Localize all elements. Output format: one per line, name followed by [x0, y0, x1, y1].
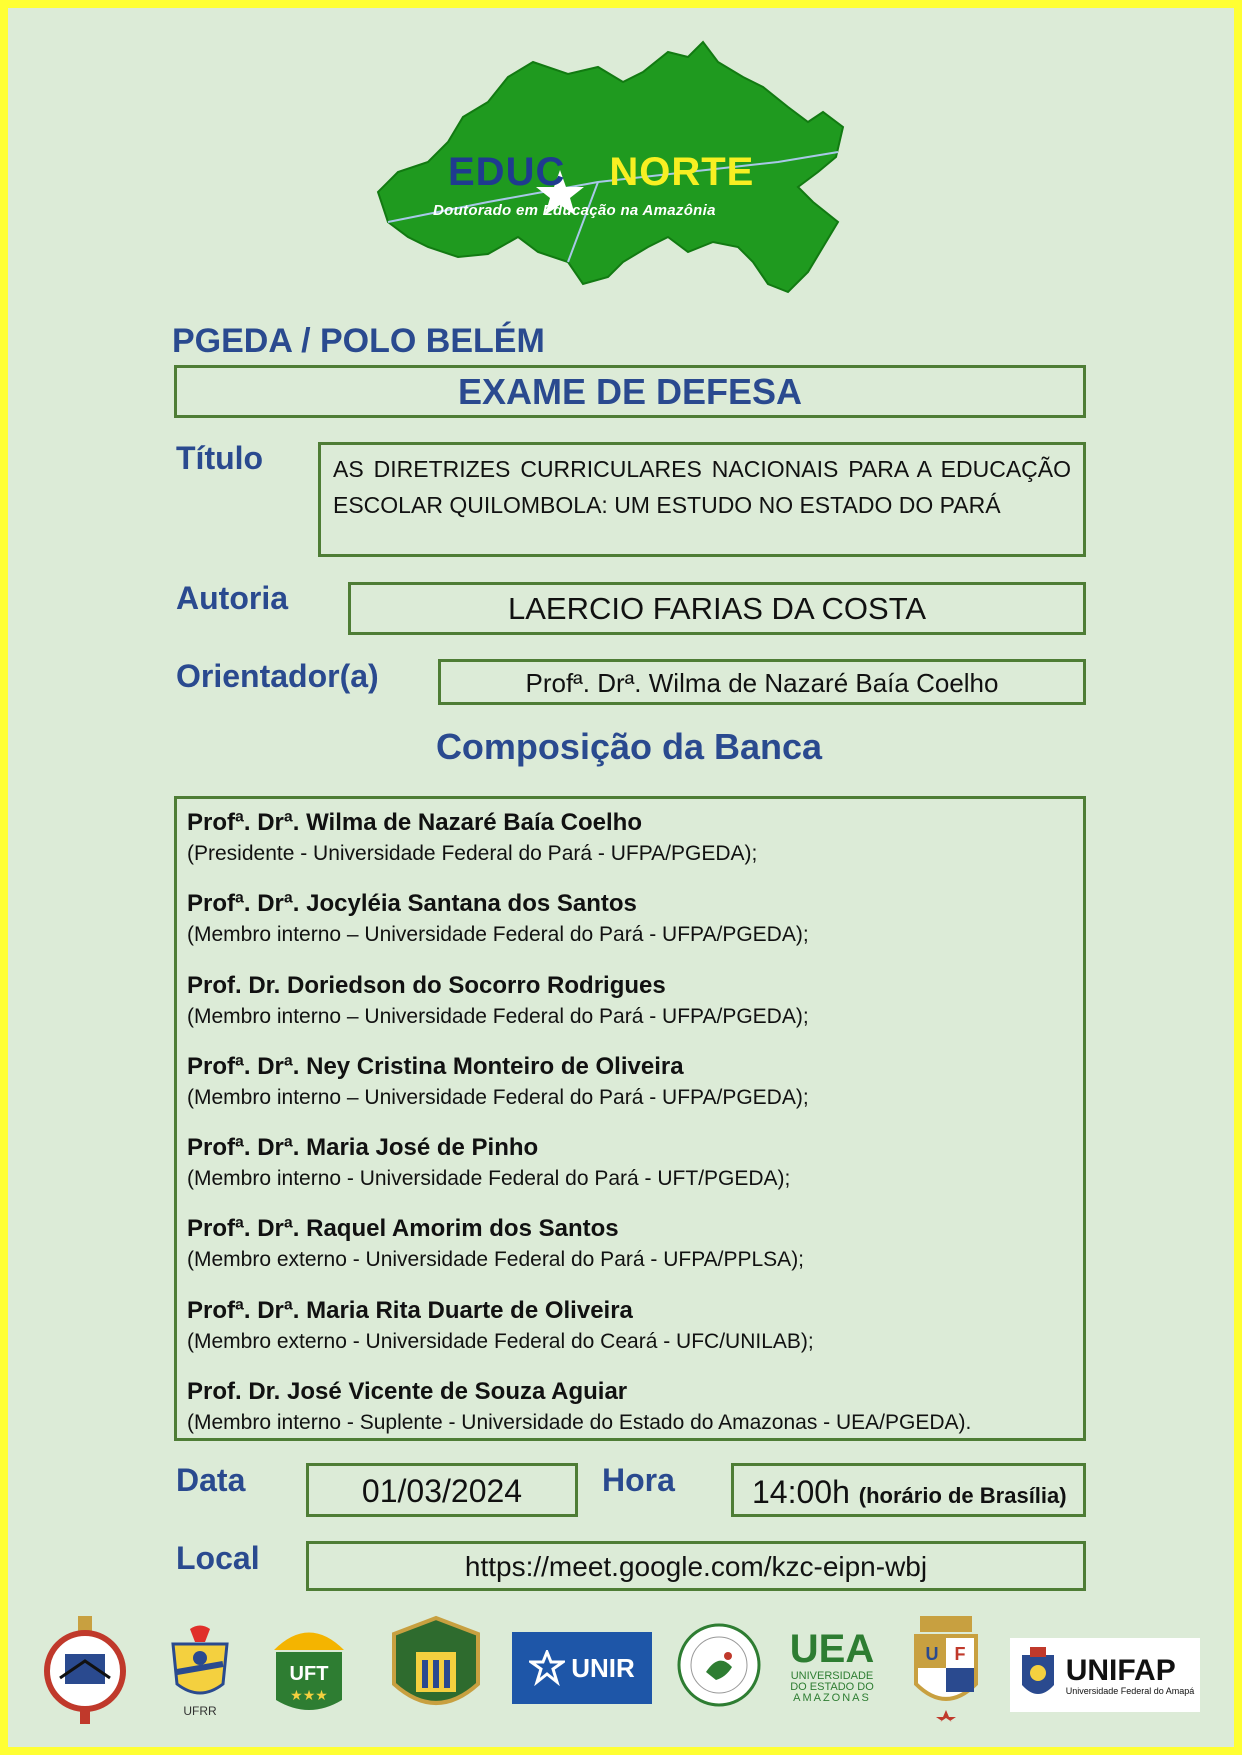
member-name: Prof. Dr. Doriedson do Socorro Rodrigues: [187, 971, 666, 999]
ufac-logo: [906, 1614, 986, 1722]
titulo-label: Título: [176, 440, 264, 476]
member-role: (Membro interno – Universidade Federal do Pará - UFPA/PGEDA);: [187, 923, 809, 947]
unifesspa-logo: [676, 1622, 762, 1708]
svg-text:★★★: ★★★: [290, 1687, 328, 1703]
ufrr-logo: [160, 1618, 240, 1723]
unifap-crest-icon: [1016, 1645, 1060, 1705]
ufrr-text: UFRR: [183, 1703, 217, 1718]
member-name: Profª. Drª. Maria Rita Duarte de Oliveira: [187, 1296, 633, 1324]
unifap-text: UNIFAP: [1065, 1653, 1176, 1687]
list-item: [187, 970, 1073, 1051]
list-item: [187, 1051, 1073, 1132]
uft-text: UFT: [289, 1663, 329, 1685]
member-name: Profª. Drª. Wilma de Nazaré Baía Coelho: [187, 809, 642, 836]
ufopa-logo: [386, 1614, 486, 1724]
meeting-link[interactable]: https://meet.google.com/kzc-eipn-wbj: [306, 1541, 1086, 1591]
exam-title-box: EXAME DE DEFESA: [174, 365, 1086, 418]
composicao-title: Composição da Banca: [435, 726, 823, 767]
member-role: (Presidente - Universidade Federal do Pará - UFPA/PGEDA);: [187, 842, 758, 865]
poster: [8, 8, 1234, 1747]
list-item: [187, 1213, 1073, 1294]
data-value: 01/03/2024: [306, 1463, 578, 1517]
program-heading: PGEDA / POLO BELÉM: [172, 322, 545, 360]
member-role: (Membro interno – Universidade Federal do Pará - UFPA/PGEDA);: [187, 1085, 809, 1109]
orientador-value: Profª. Drª. Wilma de Nazaré Baía Coelho: [438, 659, 1086, 705]
uea-line2: DO ESTADO DO: [790, 1680, 874, 1693]
member-role: (Membro externo - Universidade Federal do Ceará - UFC/UNILAB);: [187, 1329, 814, 1353]
unifap-logo: [1010, 1638, 1200, 1712]
banca-list: [174, 796, 1086, 1441]
autoria-value: LAERCIO FARIAS DA COSTA: [348, 582, 1086, 635]
member-role: (Membro interno - Suplente - Universidade do Estado do Amazonas - UEA/PGEDA).: [187, 1411, 972, 1435]
list-item: [187, 1132, 1073, 1213]
member-role: (Membro externo - Universidade Federal do Pará - UFPA/PPLSA);: [187, 1248, 805, 1272]
orientador-label: Orientador(a): [176, 658, 379, 694]
member-name: Profª. Drª. Jocyléia Santana dos Santos: [187, 890, 637, 918]
data-label: Data: [176, 1462, 246, 1498]
hora-note: (horário de Brasília): [858, 1483, 1067, 1508]
hora-value: 14:00h: [752, 1474, 850, 1510]
list-item: [187, 807, 1073, 888]
local-label: Local: [176, 1540, 260, 1576]
autoria-label: Autoria: [176, 580, 288, 616]
svg-text:F: F: [954, 1644, 966, 1664]
uft-logo: [264, 1620, 354, 1720]
ufpa-logo: [40, 1616, 130, 1726]
list-item: [187, 1376, 1073, 1457]
member-name: Profª. Drª. Maria José de Pinho: [187, 1134, 539, 1162]
member-role: (Membro interno - Universidade Federal do Pará - UFT/PGEDA);: [187, 1167, 791, 1191]
hora-box: [731, 1463, 1086, 1517]
educanorte-logo: [368, 22, 878, 307]
titulo-value: AS DIRETRIZES CURRICULARES NACIONAIS PARA A EDUCAÇÃO ESCOLAR QUILOMBOLA: UM ESTUDO NO ESTADO DO PARÁ: [318, 442, 1086, 557]
list-item: [187, 888, 1073, 969]
uea-text: UEA: [789, 1626, 875, 1671]
hora-label: Hora: [602, 1462, 675, 1498]
logo-subtitle: Doutorado em Educação na Amazônia: [433, 202, 716, 219]
member-name: Profª. Drª. Ney Cristina Monteiro de Oliveira: [187, 1052, 684, 1080]
unir-logo: [512, 1632, 652, 1704]
uea-logo: [782, 1618, 882, 1714]
logo-word-educ: EDUC: [448, 150, 566, 194]
list-item: [187, 1295, 1073, 1376]
member-name: Prof. Dr. José Vicente de Souza Aguiar: [187, 1378, 628, 1406]
partner-logos: [8, 1608, 1242, 1728]
unifap-subtext: Universidade Federal do Amapá: [1065, 1685, 1195, 1696]
member-role: (Membro interno – Universidade Federal do Pará - UFPA/PGEDA);: [187, 1004, 809, 1028]
member-name: Profª. Drª. Raquel Amorim dos Santos: [187, 1215, 619, 1243]
unir-text: UNIR: [571, 1652, 635, 1683]
uea-line1: UNIVERSIDADE: [790, 1669, 874, 1682]
logo-word-norte: NORTE: [609, 150, 755, 194]
unir-star-icon: [529, 1650, 565, 1686]
svg-text:U: U: [925, 1644, 939, 1664]
logo-wordmark: [448, 150, 754, 195]
uea-line3: AMAZONAS: [793, 1691, 871, 1704]
